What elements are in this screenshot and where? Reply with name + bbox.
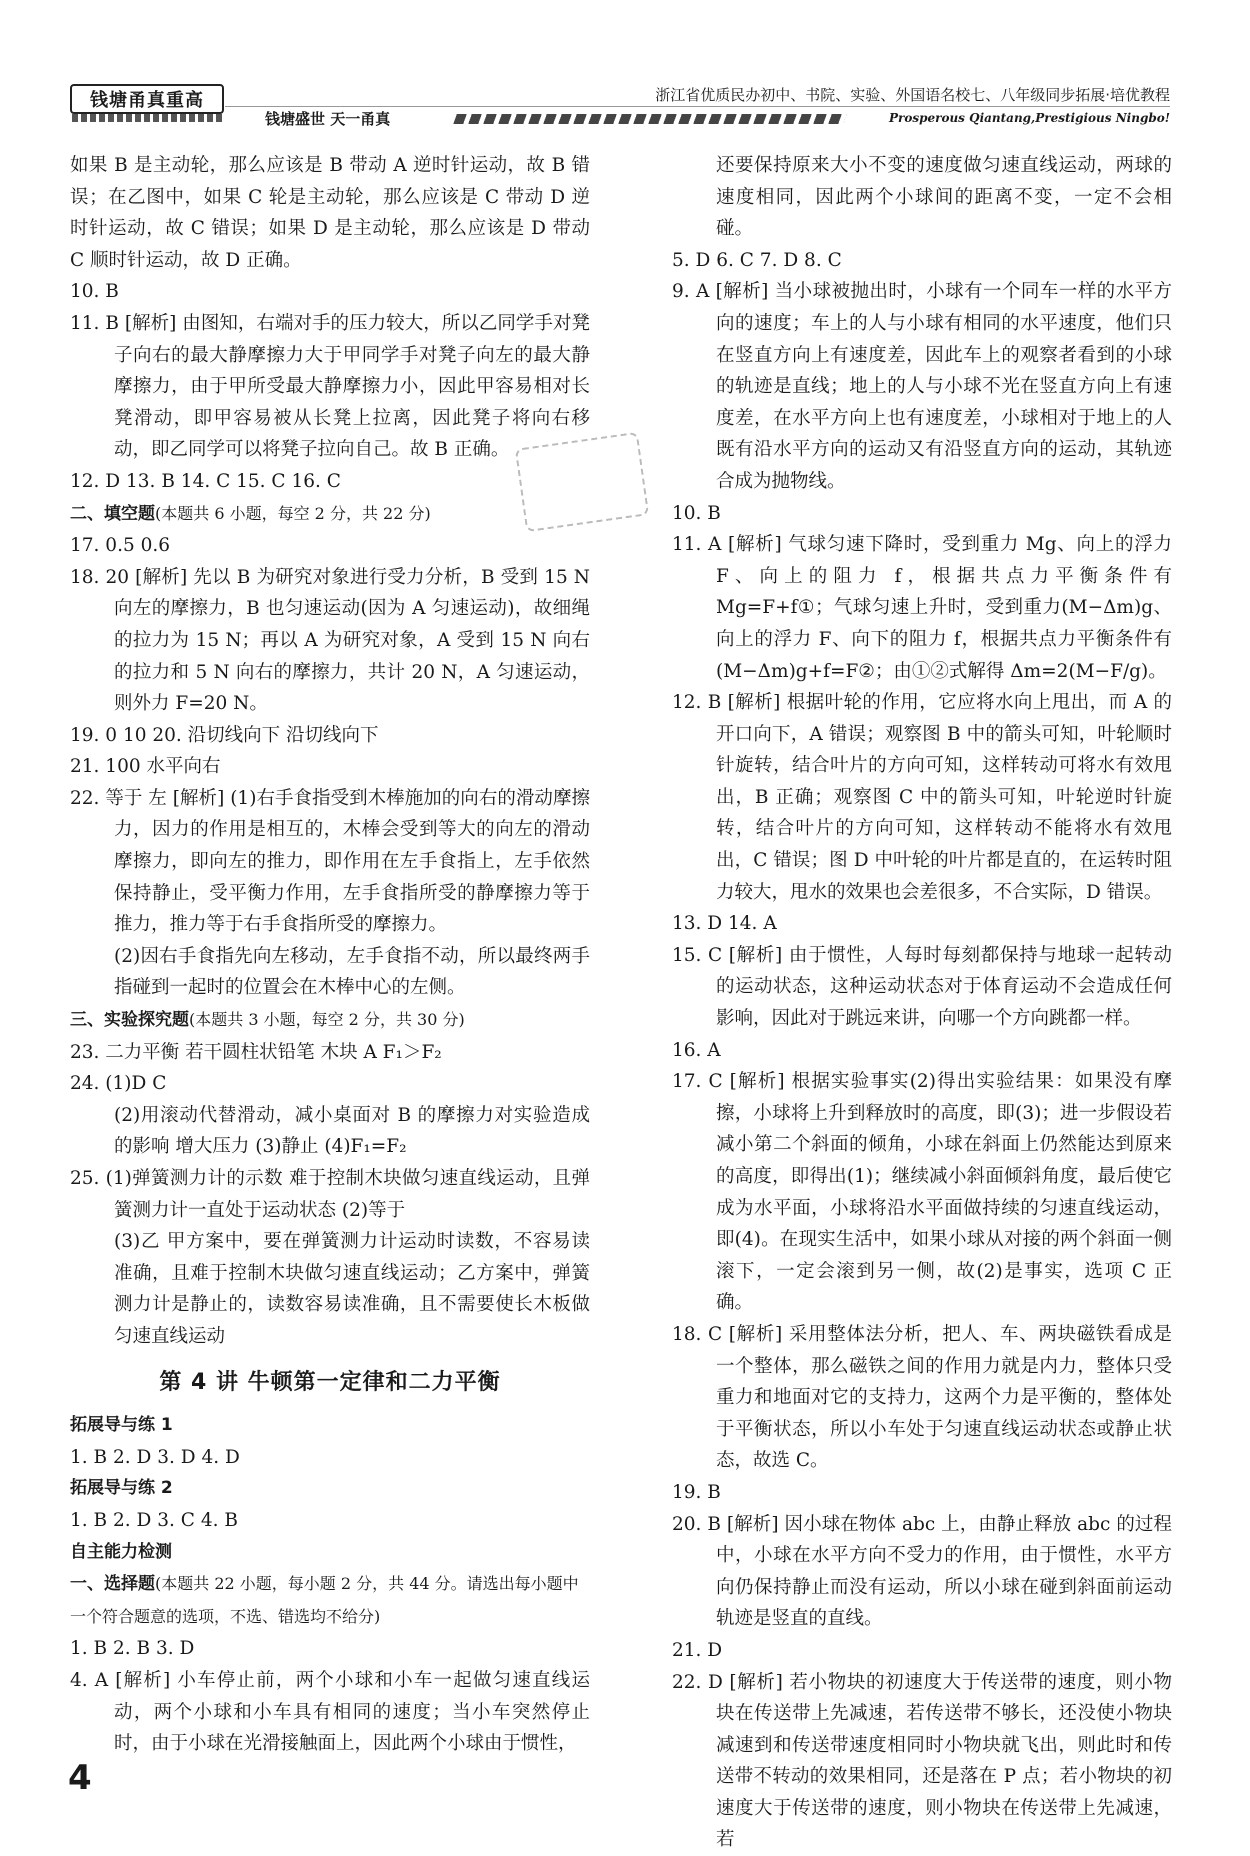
answer-item: 1. B 2. B 3. D — [70, 1633, 590, 1665]
answer-item: 20. B [解析] 因小球在物体 abc 上，由静止释放 abc 的过程中，小球在水平方向不受力的作用，由于惯性，水平方向仍保持静止而没有运动，所以小球在碰到斜面前运动轨迹是竖直的直线。 — [672, 1509, 1172, 1635]
answer-text: 还要保持原来大小不变的速度做匀速直线运动，两球的速度相同，因此两个小球间的距离不变，一定不会相碰。 — [672, 150, 1172, 245]
answer-item: 1. B 2. D 3. C 4. B — [70, 1505, 590, 1537]
answer-item: 19. 0 10 20. 沿切线向下 沿切线向下 — [70, 720, 590, 752]
answer-item: 9. A [解析] 当小球被抛出时，小球有一个同车一样的水平方向的速度；车上的人与小球有相同的水平速度，他们只在竖直方向上有速度差，因此车上的观察者看到的小球的轨迹是直线；地上的人与小球不光在竖直方向上有速度差，在水平方向上也有速度差，小球相对于地上的人既有沿水平方向的运动又有沿竖直方向的运动，其轨迹合成为抛物线。 — [672, 276, 1172, 497]
answer-text: 如果 B 是主动轮，那么应该是 B 带动 A 逆时针运动，故 B 错误；在乙图中，如果 C 轮是主动轮，那么应该是 C 带动 D 逆时针运动，故 C 错误；如果 D 是主动轮，那么应该是 D 带动 C 顺时针运动，故 D 正确。 — [70, 150, 590, 276]
answer-item: 13. D 14. A — [672, 908, 1172, 940]
answer-item: 11. A [解析] 气球匀速下降时，受到重力 Mg、向上的浮力 F、向上的阻力 f，根据共点力平衡条件有 Mg=F+f①；气球匀速上升时，受到重力(M−Δm)g、向上的浮力 F、向下的阻力 f，根据共点力平衡条件有(M−Δm)g+f=F②；由①②式解得 Δm=2(M−F/g)。 — [672, 529, 1172, 687]
logo-underline — [72, 114, 222, 122]
subsection-heading: 拓展导与练 1 — [70, 1410, 590, 1442]
answer-item: 21. 100 水平向右 — [70, 751, 590, 783]
answer-item: 21. D — [672, 1635, 1172, 1667]
dash-band — [453, 114, 847, 124]
answer-item: 18. 20 [解析] 先以 B 为研究对象进行受力分析，B 受到 15 N 向左的摩擦力，B 也匀速运动(因为 A 匀速运动)，故细绳的拉力为 15 N；再以 A 为研究对象，A 受到 15 N 向右的拉力和 5 N 向右的摩擦力，共计 20 N，A 匀速运动，则外力 F=20 N。 — [70, 562, 590, 720]
page-header — [60, 78, 1180, 140]
section-heading: 二、填空题(本题共 6 小题，每空 2 分，共 22 分) — [70, 498, 590, 531]
logo: 钱塘甬真重高 — [70, 84, 224, 114]
section-heading: 三、实验探究题(本题共 3 小题，每空 2 分，共 30 分) — [70, 1004, 590, 1037]
answer-item: 12. D 13. B 14. C 15. C 16. C — [70, 466, 590, 498]
answer-item: 4. A [解析] 小车停止前，两个小球和小车一起做匀速直线运动，两个小球和小车具有相同的速度；当小车突然停止时，由于小球在光滑接触面上，因此两个小球由于惯性， — [70, 1665, 590, 1760]
lecture-title: 第 4 讲 牛顿第一定律和二力平衡 — [70, 1367, 590, 1399]
motto: Prosperous Qiantang,Prestigious Ningbo! — [889, 111, 1170, 125]
answer-text: (2)因右手食指先向左移动，左手食指不动，所以最终两手指碰到一起时的位置会在木棒中心的左侧。 — [70, 941, 590, 1004]
slogan: 钱塘盛世 天一甬真 — [265, 108, 390, 129]
answer-item: 5. D 6. C 7. D 8. C — [672, 245, 1172, 277]
answer-item: 1. B 2. D 3. D 4. D — [70, 1442, 590, 1474]
answer-item: 23. 二力平衡 若干圆柱状铅笔 木块 A F₁＞F₂ — [70, 1037, 590, 1069]
answer-item: 17. C [解析] 根据实验事实(2)得出实验结果：如果没有摩擦，小球将上升到释放时的高度，即(3)；进一步假设若减小第二个斜面的倾角，小球在斜面上仍然能达到原来的高度，即得出(1)；继续减小斜面倾斜角度，最后使它成为水平面，小球将沿水平面做持续的匀速直线运动，即(4)。在现实生活中，如果小球从对接的两个斜面一侧滚下，一定会滚到另一侧，故(2)是事实，选项 C 正确。 — [672, 1066, 1172, 1319]
answer-item: 10. B — [672, 498, 1172, 530]
answer-item: 16. A — [672, 1035, 1172, 1067]
page-number: 4 — [68, 1758, 92, 1798]
answer-item: 24. (1)D C — [70, 1068, 590, 1100]
answer-item: 22. 等于 左 [解析] (1)右手食指受到木棒施加的向右的滑动摩擦力，因力的作用是相互的，木棒会受到等大的向左的滑动摩擦力，即向左的推力，即作用在左手食指上，左手依然保持静止，受平衡力作用，左手食指所受的静摩擦力等于推力，推力等于右手食指所受的摩擦力。 — [70, 783, 590, 941]
header-rule — [225, 106, 1170, 107]
right-column — [672, 150, 1172, 1856]
left-column — [70, 150, 590, 1760]
answer-item: 25. (1)弹簧测力计的示数 难于控制木块做匀速直线运动，且弹簧测力计一直处于运动状态 (2)等于 — [70, 1163, 590, 1226]
series-title: 浙江省优质民办初中、书院、实验、外国语名校七、八年级同步拓展·培优教程 — [655, 84, 1170, 105]
answer-item: 12. B [解析] 根据叶轮的作用，它应将水向上甩出，而 A 的开口向下，A 错误；观察图 B 中的箭头可知，叶轮顺时针旋转，结合叶片的方向可知，这样转动可将水有效甩出，B 正确；观察图 C 中的箭头可知，叶轮逆时针旋转，结合叶片的方向可知，这样转动不能将水有效甩出，C 错误；图 D 中叶轮的叶片都是直的，在运转时阻力较大，甩水的效果也会差很多，不合实际，D 错误。 — [672, 687, 1172, 908]
subsection-heading: 拓展导与练 2 — [70, 1473, 590, 1505]
answer-item: 19. B — [672, 1477, 1172, 1509]
answer-text: (2)用滚动代替滑动，减小桌面对 B 的摩擦力对实验造成的影响 增大压力 (3)静止 (4)F₁=F₂ — [70, 1100, 590, 1163]
section-heading: 一、选择题(本题共 22 小题，每小题 2 分，共 44 分。请选出每小题中一个符合题意的选项，不选、错选均不给分) — [70, 1568, 590, 1633]
watermark-stamp — [515, 432, 649, 532]
answer-item: 15. C [解析] 由于惯性，人每时每刻都保持与地球一起转动的运动状态，这种运动状态对于体育运动不会造成任何影响，因此对于跳远来讲，向哪一个方向跳都一样。 — [672, 940, 1172, 1035]
answer-item: 11. B [解析] 由图知，右端对手的压力较大，所以乙同学手对凳子向右的最大静摩擦力大于甲同学手对凳子向左的最大静摩擦力，由于甲所受最大静摩擦力小，因此甲容易相对长凳滑动，即甲容易被从长凳上拉离，因此凳子将向右移动，即乙同学可以将凳子拉向自己。故 B 正确。 — [70, 308, 590, 466]
answer-item: 18. C [解析] 采用整体法分析，把人、车、两块磁铁看成是一个整体，那么磁铁之间的作用力就是内力，整体只受重力和地面对它的支持力，这两个力是平衡的，整体处于平衡状态，所以小车处于匀速直线运动状态或静止状态，故选 C。 — [672, 1319, 1172, 1477]
answer-item: 17. 0.5 0.6 — [70, 530, 590, 562]
answer-text: (3)乙 甲方案中，要在弹簧测力计运动时读数，不容易读准确，且难于控制木块做匀速直线运动；乙方案中，弹簧测力计是静止的，读数容易读准确，且不需要使长木板做匀速直线运动 — [70, 1226, 590, 1352]
subsection-heading: 自主能力检测 — [70, 1537, 590, 1569]
answer-item: 22. D [解析] 若小物块的初速度大于传送带的速度，则小物块在传送带上先减速，若传送带不够长，还没使小物块减速到和传送带速度相同时小物块就飞出，则此时和传送带不转动的效果相同，还是落在 P 点；若小物块的初速度大于传送带的速度，则小物块在传送带上先减速，若 — [672, 1667, 1172, 1856]
answer-item: 10. B — [70, 276, 590, 308]
